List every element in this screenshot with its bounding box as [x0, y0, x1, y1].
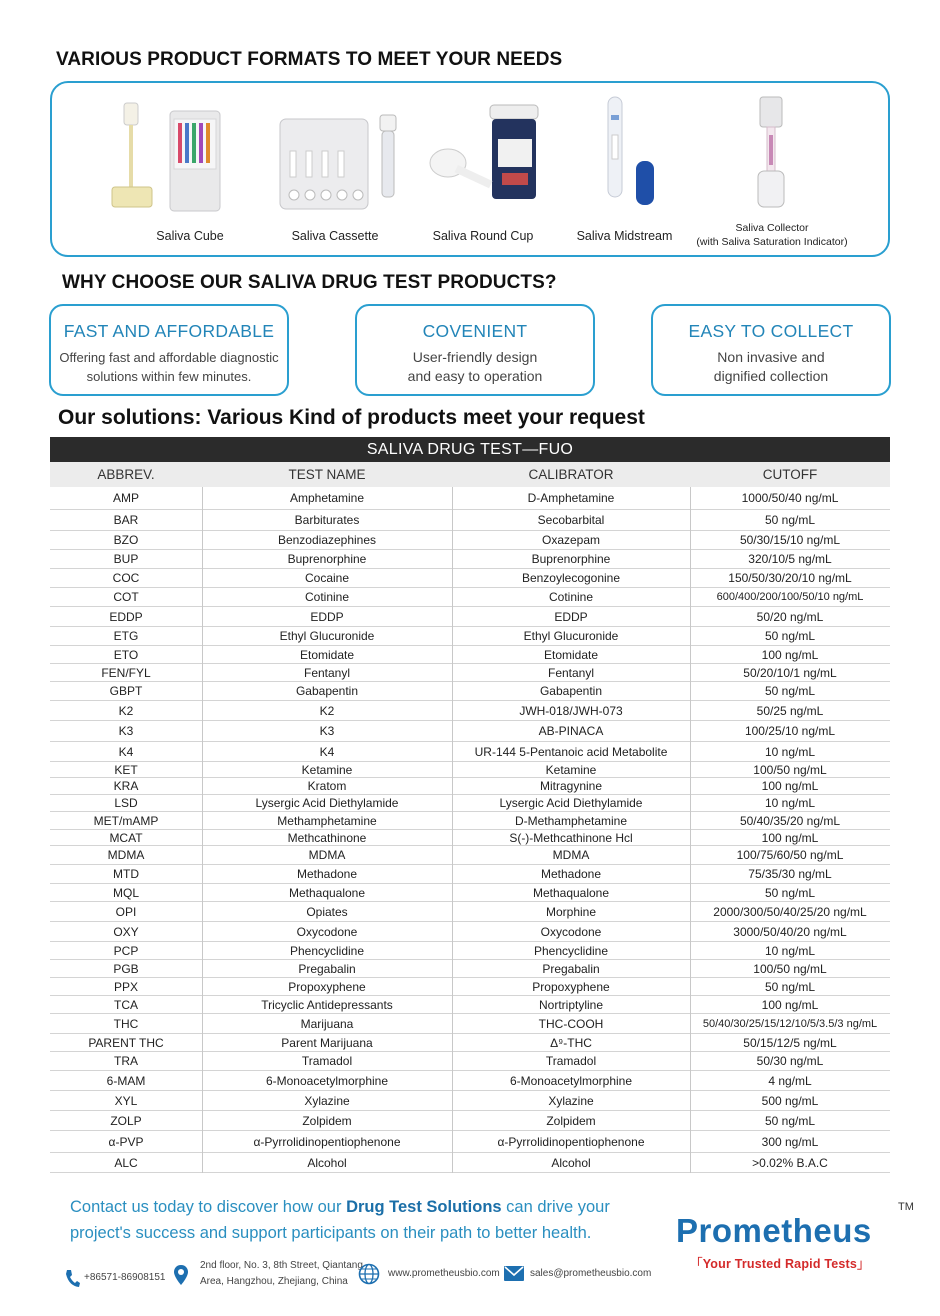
table-row: [50, 795, 890, 812]
table-cell: Ethyl Glucuronide: [279, 629, 375, 643]
feature-description: [357, 348, 593, 386]
table-header-row: [50, 462, 890, 487]
table-title: SALIVA DRUG TEST—FUO: [50, 437, 890, 462]
feature-easy-collect: [651, 304, 891, 396]
table-row: [50, 510, 890, 531]
mail-icon: [504, 1266, 524, 1281]
table-cell: MTD: [113, 867, 139, 881]
table-cell: Alcohol: [551, 1155, 591, 1170]
table-row: [50, 1153, 890, 1173]
table-cell: Gabapentin: [539, 684, 603, 698]
table-row: [50, 569, 890, 588]
table-cell: Alcohol: [307, 1155, 347, 1170]
table-cell: 500 ng/mL: [761, 1093, 819, 1108]
table-row: [50, 812, 890, 830]
table-cell: THC-COOH: [538, 1016, 604, 1031]
table-row: [50, 846, 890, 865]
why-heading: WHY CHOOSE OUR SALIVA DRUG TEST PRODUCTS?: [62, 272, 557, 293]
table-cell: 2000/300/50/40/25/20 ng/mL: [713, 904, 867, 919]
table-cell: PPX: [113, 979, 138, 994]
table-cell: Marijuana: [300, 1016, 354, 1031]
table-row: [50, 902, 890, 922]
table-cell: 600/400/200/100/50/10 ng/mL: [716, 591, 864, 603]
table-cell: Benzodiazephines: [277, 533, 377, 547]
feature-line: and easy to operation: [407, 368, 543, 384]
table-cell: Cotinine: [304, 590, 350, 604]
table-cell: K3: [319, 724, 335, 738]
table-cell: 6-Monoacetylmorphine: [265, 1073, 389, 1088]
table-cell: MDMA: [552, 848, 590, 862]
table-cell: JWH-018/JWH-073: [519, 703, 623, 718]
table-cell: Opiates: [306, 904, 348, 919]
table-cell: LSD: [114, 796, 138, 810]
table-cell: 50/15/12/5 ng/mL: [743, 1035, 837, 1050]
table-cell: 100/25/10 ng/mL: [744, 724, 836, 738]
table-cell: Lysergic Acid Diethylamide: [499, 796, 643, 810]
feature-line: dignified collection: [713, 368, 829, 384]
table-row: [50, 865, 890, 884]
table-cell: Amphetamine: [289, 491, 365, 505]
table-cell: Cocaine: [304, 571, 350, 585]
table-cell: MQL: [112, 885, 139, 900]
table-row: [50, 682, 890, 701]
table-cell: Methadone: [540, 867, 602, 881]
feature-line: User-friendly design: [412, 349, 538, 365]
table-cell: >0.02% B.A.C: [752, 1155, 828, 1170]
table-cell: THC: [113, 1016, 139, 1031]
table-cell: OPI: [115, 904, 137, 919]
footer-website[interactable]: www.prometheusbio.com: [388, 1268, 500, 1279]
table-cell: 320/10/5 ng/mL: [748, 552, 832, 566]
table-cell: MDMA: [107, 848, 145, 862]
table-cell: α-Pyrrolidinopentiophenone: [253, 1134, 401, 1149]
table-cell: K3: [118, 724, 134, 738]
column-divider: [690, 487, 691, 1173]
feature-description: [653, 348, 889, 386]
table-cell: EDDP: [310, 609, 344, 624]
table-cell: 50 ng/mL: [764, 885, 816, 900]
product-saliva-midstream: [552, 83, 697, 255]
table-cell: 50 ng/mL: [764, 684, 816, 698]
table-row: [50, 1091, 890, 1111]
table-cell: Barbiturates: [294, 513, 360, 527]
table-cell: Methcathinone: [287, 830, 367, 845]
table-cell: Kratom: [307, 779, 347, 793]
table-cell: 50 ng/mL: [764, 629, 816, 643]
contact-text: can drive your: [501, 1198, 610, 1216]
saliva-midstream-image: [592, 95, 672, 213]
feature-title: EASY TO COLLECT: [688, 321, 854, 341]
table-cell: 6-Monoacetylmorphine: [509, 1073, 633, 1088]
contact-highlight: Drug Test Solutions: [346, 1198, 502, 1216]
table-cell: Oxazepam: [541, 533, 601, 547]
table-cell: COC: [112, 571, 140, 585]
globe-icon: [358, 1263, 380, 1285]
table-cell: Buprenorphine: [287, 552, 367, 566]
table-cell: Parent Marijuana: [281, 1035, 373, 1050]
table-cell: Methadone: [296, 867, 358, 881]
table-cell: 50/25 ng/mL: [756, 703, 824, 718]
product-label: [692, 221, 852, 249]
column-divider: [202, 487, 203, 1173]
table-cell: TCA: [114, 997, 138, 1012]
table-cell: PARENT THC: [88, 1035, 164, 1050]
table-cell: 10 ng/mL: [764, 943, 816, 958]
table-cell: Phencyclidine: [533, 943, 609, 958]
table-cell: Xylazine: [548, 1093, 594, 1108]
formats-heading: VARIOUS PRODUCT FORMATS TO MEET YOUR NEEDS: [56, 49, 563, 70]
table-cell: KRA: [113, 779, 139, 793]
table-cell: AMP: [112, 491, 139, 505]
feature-line: Offering fast and affordable diagnostic: [59, 350, 279, 365]
product-saliva-collector: [692, 83, 852, 255]
table-cell: Etomidate: [543, 647, 599, 662]
brand-trademark: TM: [898, 1201, 914, 1213]
table-cell: Ethyl Glucuronide: [523, 629, 619, 643]
table-cell: Secobarbital: [537, 513, 605, 527]
table-cell: Methaqualone: [288, 885, 366, 900]
table-cell: ZOLP: [110, 1113, 142, 1128]
table-cell: Cotinine: [548, 590, 594, 604]
product-label: Saliva Cassette: [291, 229, 379, 243]
column-header: ABBREV.: [97, 467, 155, 482]
table-cell: EDDP: [109, 609, 143, 624]
table-row: [50, 762, 890, 778]
product-formats-panel: [50, 81, 890, 257]
phone-icon: [64, 1268, 80, 1288]
saliva-round-cup-image: [428, 99, 548, 214]
table-cell: Tramadol: [301, 1054, 353, 1068]
table-cell: ALC: [114, 1155, 138, 1170]
table-cell: Xylazine: [304, 1093, 350, 1108]
product-label: Saliva Cube: [156, 229, 224, 243]
feature-description: [51, 348, 287, 386]
footer-email[interactable]: sales@prometheusbio.com: [530, 1268, 652, 1279]
contact-text: project's success and support participants on their path to better health.: [70, 1224, 592, 1242]
table-cell: α-Pyrrolidinopentiophenone: [497, 1134, 645, 1149]
table-cell: AB-PINACA: [538, 724, 604, 738]
table-row: [50, 960, 890, 978]
table-cell: GBPT: [109, 684, 143, 698]
location-pin-icon: [173, 1264, 189, 1286]
table-cell: BAR: [113, 513, 139, 527]
table-cell: Tramadol: [545, 1054, 597, 1068]
table-cell: K4: [118, 744, 134, 759]
table-cell: KET: [114, 762, 138, 777]
contact-text: Contact us today to discover how our: [70, 1198, 347, 1216]
table-cell: Benzoylecogonine: [521, 571, 621, 585]
table-cell: TRA: [114, 1054, 138, 1068]
table-cell: 50/30 ng/mL: [756, 1054, 824, 1068]
table-cell: 50/40/30/25/15/12/10/5/3.5/3 ng/mL: [702, 1017, 878, 1030]
table-cell: Fentanyl: [547, 665, 595, 680]
table-cell: Buprenorphine: [531, 552, 611, 566]
table-cell: BUP: [113, 552, 139, 566]
table-cell: 50/30/15/10 ng/mL: [739, 533, 841, 547]
table-row: [50, 778, 890, 795]
table-cell: 100 ng/mL: [761, 997, 819, 1012]
table-row: [50, 550, 890, 569]
table-row: [50, 1071, 890, 1091]
column-header: CUTOFF: [762, 467, 818, 482]
table-cell: 50/20 ng/mL: [756, 609, 824, 624]
table-cell: Etomidate: [299, 647, 355, 662]
table-cell: 100 ng/mL: [761, 830, 819, 845]
feature-title: COVENIENT: [422, 321, 528, 341]
table-cell: 50/20/10/1 ng/mL: [743, 665, 837, 680]
table-cell: Oxycodone: [540, 924, 602, 939]
table-row: [50, 627, 890, 646]
product-label-line1: Saliva Collector: [735, 222, 809, 234]
table-cell: Morphine: [545, 904, 597, 919]
table-row: [50, 1034, 890, 1052]
table-row: [50, 884, 890, 902]
table-cell: Methaqualone: [532, 885, 610, 900]
saliva-cube-image: [110, 101, 270, 221]
table-row: [50, 942, 890, 960]
table-cell: MCAT: [109, 830, 143, 845]
footer-phone[interactable]: +86571-86908151: [84, 1272, 166, 1283]
table-row: [50, 701, 890, 721]
column-header: TEST NAME: [288, 467, 366, 482]
table-cell: S(-)-Methcathinone Hcl: [509, 830, 633, 845]
table-row: [50, 742, 890, 762]
table-cell: 10 ng/mL: [764, 796, 816, 810]
address-line: Area, Hangzhou, Zhejiang, China: [200, 1276, 348, 1287]
table-cell: Mitragynine: [539, 779, 603, 793]
table-cell: 10 ng/mL: [764, 744, 816, 759]
table-cell: 1000/50/40 ng/mL: [741, 491, 839, 505]
table-row: [50, 531, 890, 550]
table-row: [50, 1131, 890, 1153]
table-cell: Fentanyl: [303, 665, 351, 680]
table-cell: Tricyclic Antidepressants: [261, 997, 393, 1012]
address-line: 2nd floor, No. 3, 8th Street, Qiantang: [200, 1260, 363, 1271]
table-cell: Propoxyphene: [532, 979, 610, 994]
product-label-line2: (with Saliva Saturation Indicator): [696, 236, 848, 248]
table-row: [50, 646, 890, 664]
product-saliva-cassette: [260, 83, 410, 255]
table-cell: Methamphetamine: [277, 813, 377, 828]
column-divider: [452, 487, 453, 1173]
feature-fast-affordable: [49, 304, 289, 396]
table-cell: Oxycodone: [296, 924, 358, 939]
table-row: [50, 1014, 890, 1034]
table-cell: ETG: [113, 629, 139, 643]
table-cell: Zolpidem: [302, 1113, 352, 1128]
table-cell: BZO: [113, 533, 139, 547]
table-cell: 50/40/35/20 ng/mL: [739, 813, 841, 828]
table-row: [50, 721, 890, 742]
table-row: [50, 487, 890, 510]
table-cell: PGB: [113, 961, 139, 976]
table-cell: XYL: [114, 1093, 138, 1108]
feature-line: solutions within few minutes.: [86, 369, 252, 384]
column-header: CALIBRATOR: [528, 467, 614, 482]
table-cell: D-Amphetamine: [527, 491, 615, 505]
table-row: [50, 996, 890, 1014]
brand-tagline: 「Your Trusted Rapid Tests」: [690, 1257, 870, 1271]
product-saliva-cube: [110, 83, 270, 255]
table-cell: D-Methamphetamine: [514, 813, 628, 828]
product-label: Saliva Midstream: [576, 229, 673, 243]
table-row: [50, 978, 890, 996]
table-cell: 6-MAM: [106, 1073, 146, 1088]
table-cell: FEN/FYL: [101, 665, 151, 680]
feature-title: FAST AND AFFORDABLE: [63, 321, 275, 341]
table-cell: α-PVP: [108, 1134, 144, 1149]
table-cell: 100/75/60/50 ng/mL: [736, 848, 844, 862]
table-cell: 75/35/30 ng/mL: [748, 867, 832, 881]
table-cell: 4 ng/mL: [768, 1073, 812, 1088]
table-cell: 300 ng/mL: [761, 1134, 819, 1149]
table-cell: 100 ng/mL: [761, 647, 819, 662]
table-row: [50, 830, 890, 846]
solutions-heading: Our solutions: Various Kind of products meet your request: [58, 406, 645, 429]
table-cell: Gabapentin: [295, 684, 359, 698]
table-cell: PCP: [113, 943, 139, 958]
table-row: [50, 922, 890, 942]
table-cell: Zolpidem: [546, 1113, 596, 1128]
table-cell: Pregabalin: [542, 961, 600, 976]
product-saliva-round-cup: [408, 83, 558, 255]
saliva-cassette-image: [270, 111, 410, 211]
table-row: [50, 664, 890, 682]
saliva-collector-image: [750, 95, 794, 213]
brand-logo-name: Prometheus: [676, 1212, 872, 1249]
table-cell: Ketamine: [301, 762, 353, 777]
table-cell: Lysergic Acid Diethylamide: [255, 796, 399, 810]
table-cell: UR-144 5-Pentanoic acid Metabolite: [474, 744, 668, 759]
table-cell: OXY: [113, 924, 139, 939]
table-cell: Pregabalin: [298, 961, 356, 976]
table-row: [50, 1111, 890, 1131]
table-cell: Nortriptyline: [538, 997, 604, 1012]
table-cell: 150/50/30/20/10 ng/mL: [728, 571, 852, 585]
table-cell: Propoxyphene: [288, 979, 366, 994]
table-cell: EDDP: [554, 609, 588, 624]
table-cell: 100 ng/mL: [761, 779, 819, 793]
table-cell: ETO: [113, 647, 139, 662]
table-cell: Phencyclidine: [289, 943, 365, 958]
feature-line: Non invasive and: [717, 349, 825, 365]
table-cell: 50 ng/mL: [764, 1113, 816, 1128]
table-cell: K2: [319, 703, 335, 718]
table-cell: 50 ng/mL: [764, 513, 816, 527]
table-cell: K2: [118, 703, 134, 718]
table-cell: MDMA: [308, 848, 346, 862]
table-row: [50, 1052, 890, 1071]
feature-convenient: [355, 304, 595, 396]
table-cell: Δ⁹-THC: [550, 1035, 592, 1050]
table-cell: 100/50 ng/mL: [753, 961, 827, 976]
contact-message: [70, 1194, 660, 1246]
table-cell: 100/50 ng/mL: [753, 762, 827, 777]
table-cell: 3000/50/40/20 ng/mL: [733, 924, 847, 939]
product-label: Saliva Round Cup: [432, 229, 534, 243]
table-cell: MET/mAMP: [93, 813, 159, 828]
table-row: [50, 607, 890, 627]
table-row: [50, 588, 890, 607]
table-cell: Ketamine: [545, 762, 597, 777]
table-cell: 50 ng/mL: [764, 979, 816, 994]
table-cell: K4: [319, 744, 335, 759]
table-cell: COT: [113, 590, 139, 604]
footer-address: [200, 1258, 363, 1290]
